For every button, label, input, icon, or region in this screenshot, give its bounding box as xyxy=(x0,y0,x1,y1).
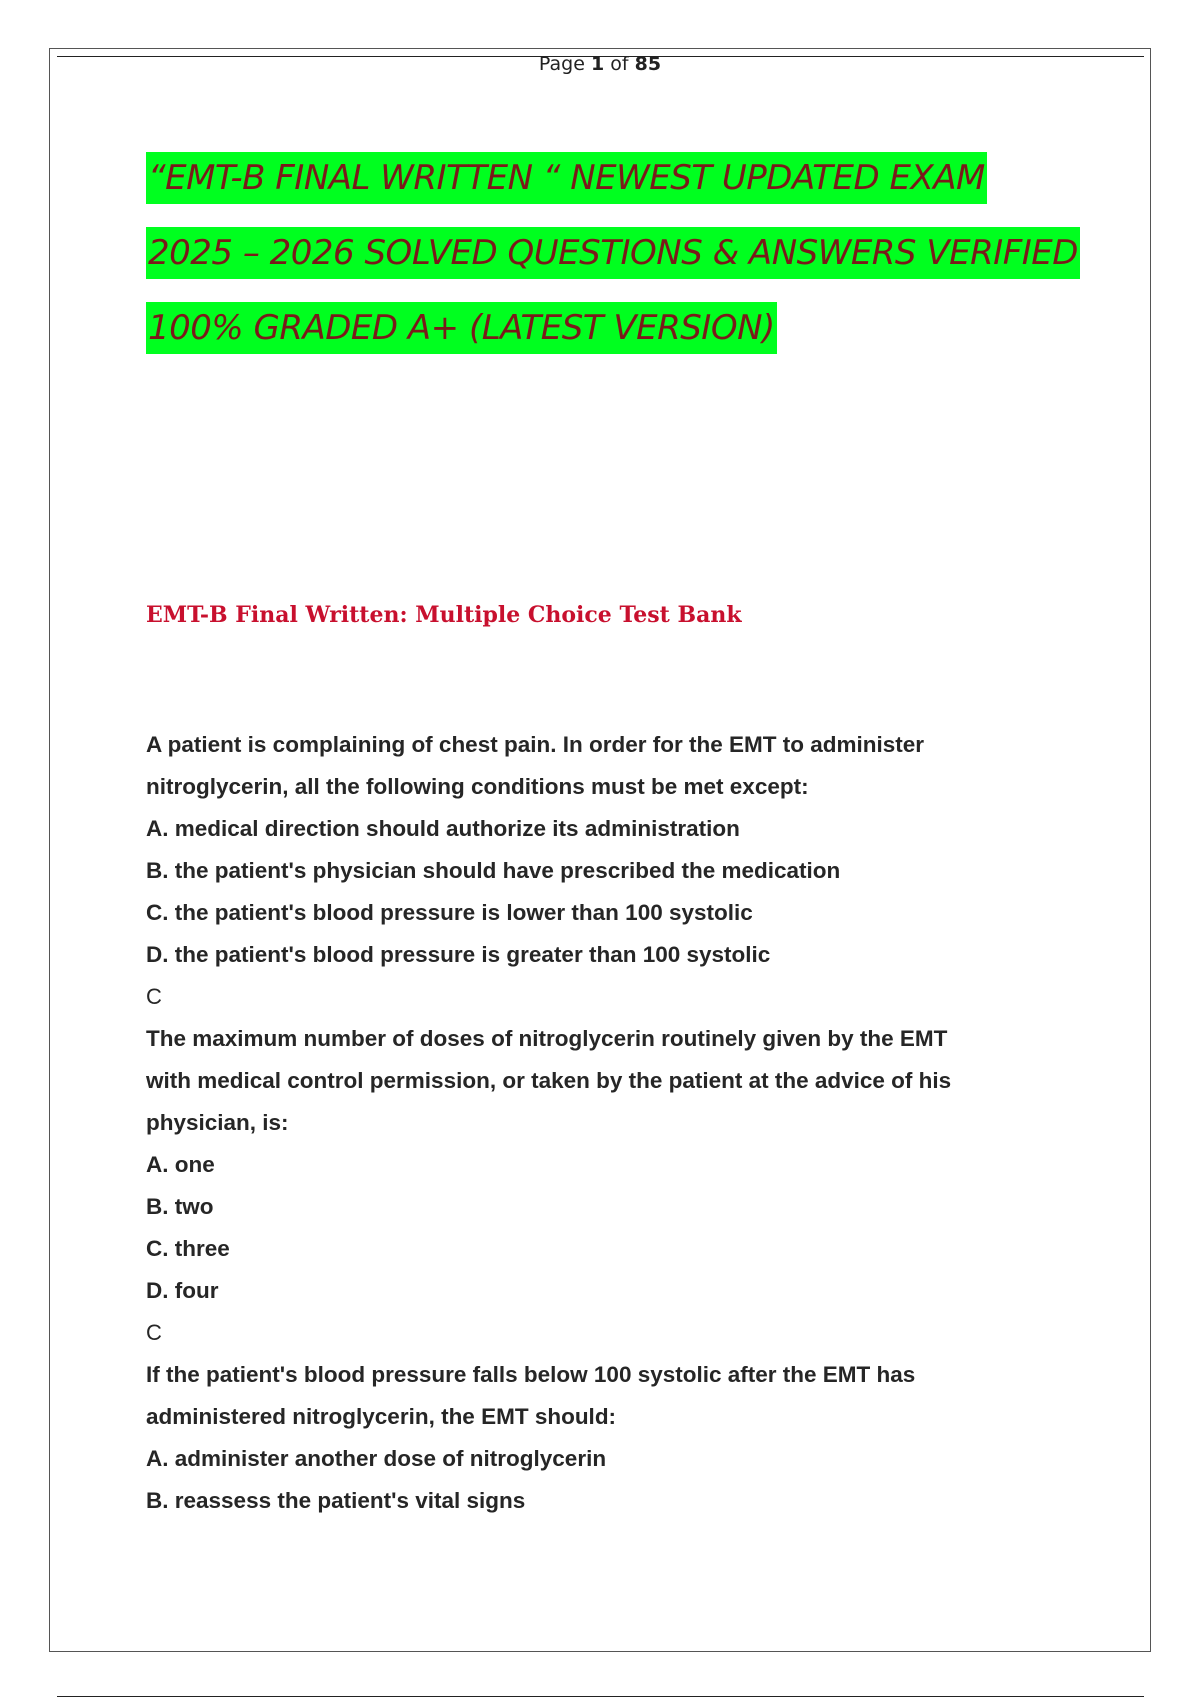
question-stem-line: nitroglycerin, all the following conditions must be met except: xyxy=(146,774,809,799)
title-line-1: “EMT-B FINAL WRITTEN “ NEWEST UPDATED EXAM xyxy=(146,152,987,204)
document-title xyxy=(146,152,1078,377)
answer-option: B. two xyxy=(146,1194,214,1219)
page-of: of xyxy=(610,53,629,75)
question-1 xyxy=(146,724,1066,1018)
answer-option: A. one xyxy=(146,1152,215,1177)
title-line-3: 100% GRADED A+ (LATEST VERSION) xyxy=(146,302,777,354)
answer-option: C. three xyxy=(146,1236,230,1261)
answer-option: A. medical direction should authorize its administration xyxy=(146,816,740,841)
question-stem-line: administered nitroglycerin, the EMT should: xyxy=(146,1404,617,1429)
question-stem-line: with medical control permission, or taken by the patient at the advice of his xyxy=(146,1068,952,1093)
answer-option: A. administer another dose of nitroglycerin xyxy=(146,1446,607,1471)
question-stem-line: A patient is complaining of chest pain. In order for the EMT to administer xyxy=(146,732,924,757)
question-stem-line: If the patient's blood pressure falls below 100 systolic after the EMT has xyxy=(146,1362,916,1387)
section-heading: EMT-B Final Written: Multiple Choice Test Bank xyxy=(146,602,742,628)
question-3 xyxy=(146,1354,1066,1522)
page-current: 1 xyxy=(590,53,605,75)
answer-option: D. the patient's blood pressure is greater than 100 systolic xyxy=(146,942,771,967)
correct-answer: C xyxy=(146,984,162,1009)
question-stem-line: The maximum number of doses of nitroglycerin routinely given by the EMT xyxy=(146,1026,948,1051)
question-2 xyxy=(146,1018,1066,1354)
page-prefix: Page xyxy=(538,53,585,75)
answer-option: C. the patient's blood pressure is lower than 100 systolic xyxy=(146,900,753,925)
question-stem-line: physician, is: xyxy=(146,1110,289,1135)
correct-answer: C xyxy=(146,1320,162,1345)
page-number xyxy=(0,52,1200,76)
page-total: 85 xyxy=(634,53,662,75)
answer-option: D. four xyxy=(146,1278,219,1303)
bottom-rule xyxy=(57,1696,1144,1697)
question-list xyxy=(146,724,1066,1522)
answer-option: B. reassess the patient's vital signs xyxy=(146,1488,526,1513)
title-line-2: 2025 – 2026 SOLVED QUESTIONS & ANSWERS VERIFIED xyxy=(146,227,1080,279)
answer-option: B. the patient's physician should have prescribed the medication xyxy=(146,858,841,883)
